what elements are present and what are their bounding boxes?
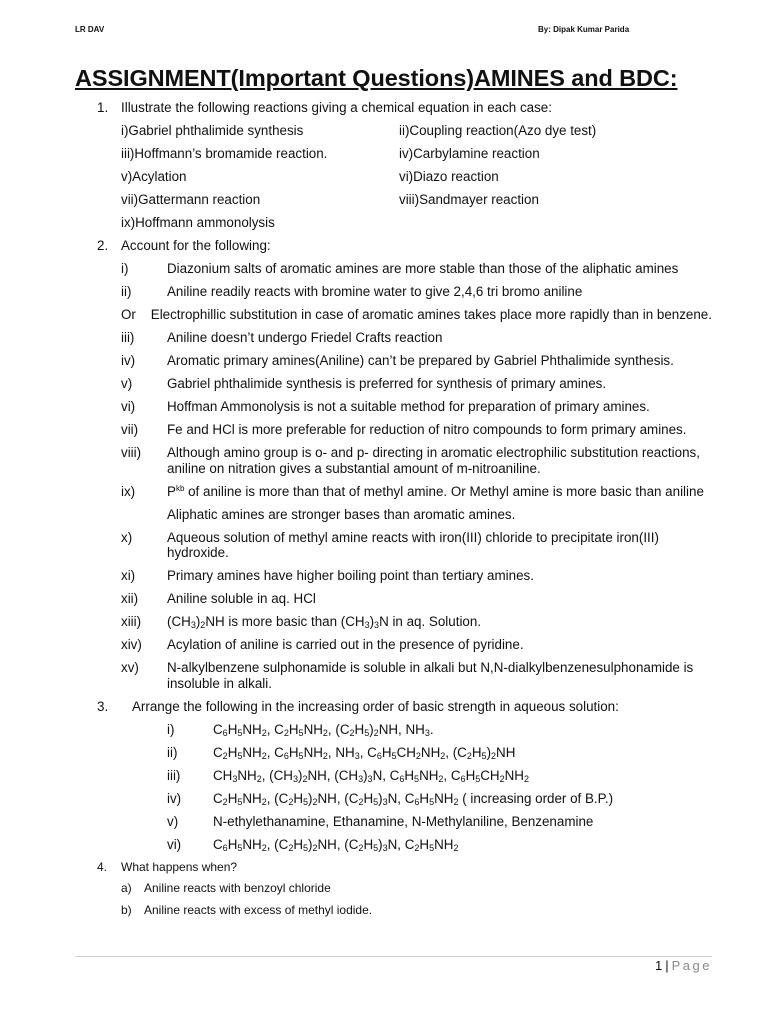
item-number: ix) [121,483,136,499]
question-4 [0,860,768,876]
account-item [0,307,768,323]
arrange-item [0,791,768,807]
account-text: Aniline doesn’t undergo Friedel Crafts reaction [167,330,443,345]
question-1 [0,100,768,116]
account-item [0,484,768,500]
question-number: 2. [97,238,109,253]
account-text: Gabriel phthalimide synthesis is preferred for synthesis of primary amines. [167,376,607,391]
reaction-item: ii)Coupling reaction(Azo dye test) [399,123,597,138]
item-number: vi) [121,399,136,414]
item-number: xiv) [121,637,142,652]
account-item [0,507,768,523]
question-2 [0,238,768,254]
header-left: LR DAV [75,25,105,34]
account-item [0,637,768,653]
reaction-grid [0,123,768,231]
page-label: Page [671,958,712,973]
question-number: 4. [97,859,108,874]
reaction-row [0,169,768,185]
what-happens-item [0,903,768,919]
compound-list: $C_2H_5NH_2$, $C_6H_5NH_2$, $NH_3$, $C_6H_5CH_2NH_2$, $(C_2H_5)_2NH$ [213,744,516,761]
page-footer [655,958,712,973]
item-number: xiii) [121,614,142,629]
arrange-item [0,745,768,761]
account-text: Aniline readily reacts with bromine water to give 2,4,6 tri bromo aniline [167,284,583,299]
account-text: Acylation of aniline is carried out in the presence of pyridine. [167,637,524,652]
account-item [0,353,768,369]
account-item [0,591,768,607]
account-text: Diazonium salts of aromatic amines are more stable than those of the aliphatic amines [167,261,679,276]
what-happens-text: Aniline reacts with benzoyl chloride [144,881,331,895]
account-item [0,376,768,392]
item-number: iv) [167,790,182,806]
account-item [0,330,768,346]
reaction-row [0,146,768,162]
reaction-row [0,192,768,208]
item-number: x) [121,529,133,545]
account-item [0,568,768,584]
question-number: 3. [97,698,109,714]
compound-list: $C_2H_5NH_2$, $(C_2H_5)_2NH$, $(C_2H_5)_3N$, $C_6H_5NH_2$ ( increasing order of B.P.) [213,790,614,807]
account-text: $(CH_3)_2NH$ is more basic than $(CH_3)_3N$ in aq. Solution. [167,614,482,630]
what-happens-item [0,881,768,897]
item-number: vi) [167,836,182,852]
account-text: Or Electrophillic substitution in case of aromatic amines takes place more rapidly than in benzene. [121,307,712,322]
item-number: viii) [121,445,142,460]
account-text: Although amino group is o- and p- directing in aromatic electrophilic substitution reactions, aniline on nitration gives a substantial amount of m-nitroaniline. [167,445,700,476]
arrange-item [0,768,768,784]
account-item [0,660,768,691]
header-right: By: Dipak Kumar Parida [538,25,630,34]
account-text: Fe and HCl is more preferable for reduction of nitro compounds to form primary amines. [167,422,687,437]
account-item [0,445,768,476]
account-text: Aromatic primary amines(Aniline) can’t be prepared by Gabriel Phthalimide synthesis. [167,353,674,368]
reaction-item: v)Acylation [121,169,187,184]
question-3 [0,699,768,715]
reaction-item: viii)Sandmayer reaction [399,192,539,207]
account-text: $P^{kb}$ of aniline is more than that of methyl amine. Or Methyl amine is more basic than aniline [167,483,704,499]
reaction-row [0,123,768,139]
arrange-item [0,722,768,738]
item-letter: a) [121,881,132,895]
reaction-row [0,215,768,231]
account-item [0,614,768,630]
question-text: Arrange the following in the increasing order of basic strength in aqueous solution: [132,698,619,714]
item-number: v) [121,376,133,391]
item-number: v) [167,813,179,829]
account-text: Aliphatic amines are stronger bases than aromatic amines. [167,506,516,522]
page-number: 1 [655,958,663,973]
question-text: Illustrate the following reactions giving a chemical equation in each case: [121,100,552,115]
item-number: iii) [121,330,135,345]
reaction-item: vii)Gattermann reaction [121,192,261,207]
item-number: iii) [167,767,181,783]
item-number: vii) [121,422,139,437]
item-number: i) [121,261,129,276]
reaction-item: vi)Diazo reaction [399,169,499,184]
reaction-item: i)Gabriel phthalimide synthesis [121,123,304,138]
compound-list: N-ethylethanamine, Ethanamine, N-Methylaniline, Benzenamine [213,813,594,829]
account-text: Hoffman Ammonolysis is not a suitable method for preparation of primary amines. [167,399,650,414]
account-text: Primary amines have higher boiling point than tertiary amines. [167,568,534,583]
question-number: 1. [97,100,109,115]
account-item [0,422,768,438]
item-number: xi) [121,568,136,583]
item-number: i) [167,721,175,737]
item-number: xii) [121,591,139,606]
account-text: Aqueous solution of methyl amine reacts with iron(III) chloride to precipitate iron(III) hydroxide. [167,529,659,560]
account-item [0,399,768,415]
compound-list: $C_6H_5NH_2$, $C_2H_5NH_2$, $(C_2H_5)_2NH$, $NH_3$. [213,721,434,738]
compound-list: $C_6H_5NH_2$, $(C_2H_5)_2NH$, $(C_2H_5)_3N$, $C_2H_5NH_2$ [213,836,459,853]
assignment-content [0,100,768,924]
account-item [0,530,768,561]
account-text: N-alkylbenzene sulphonamide is soluble in alkali but N,N-dialkylbenzenesulphonamide is insoluble in alkali. [167,660,694,691]
item-number: xv) [121,660,139,675]
item-letter: b) [121,902,132,917]
account-text: Aniline soluble in aq. HCl [167,591,316,606]
footer-separator: | [665,958,669,973]
arrange-list [0,722,768,853]
question-text: What happens when? [121,859,238,874]
account-item [0,284,768,300]
reaction-item: iv)Carbylamine reaction [399,146,540,161]
footer-divider [75,956,712,957]
what-happens-list [0,881,768,918]
page-title: ASSIGNMENT(Important Questions)AMINES and BDC: [75,65,678,91]
reaction-item: ix)Hoffmann ammonolysis [121,215,275,230]
item-number: iv) [121,353,136,368]
reaction-item: iii)Hoffmann’s bromamide reaction. [121,146,328,161]
arrange-item [0,837,768,853]
item-number: ii) [121,284,132,299]
account-list [0,261,768,691]
account-item [0,261,768,277]
question-text: Account for the following: [121,238,271,253]
item-number: ii) [167,744,178,760]
compound-list: $CH_3NH_2$, $(CH_3)_2NH$, $(CH_3)_3N$, $C_6H_5NH_2$, $C_6H_5CH_2NH_2$ [213,767,529,784]
arrange-item [0,814,768,830]
what-happens-text: Aniline reacts with excess of methyl iodide. [144,902,373,917]
